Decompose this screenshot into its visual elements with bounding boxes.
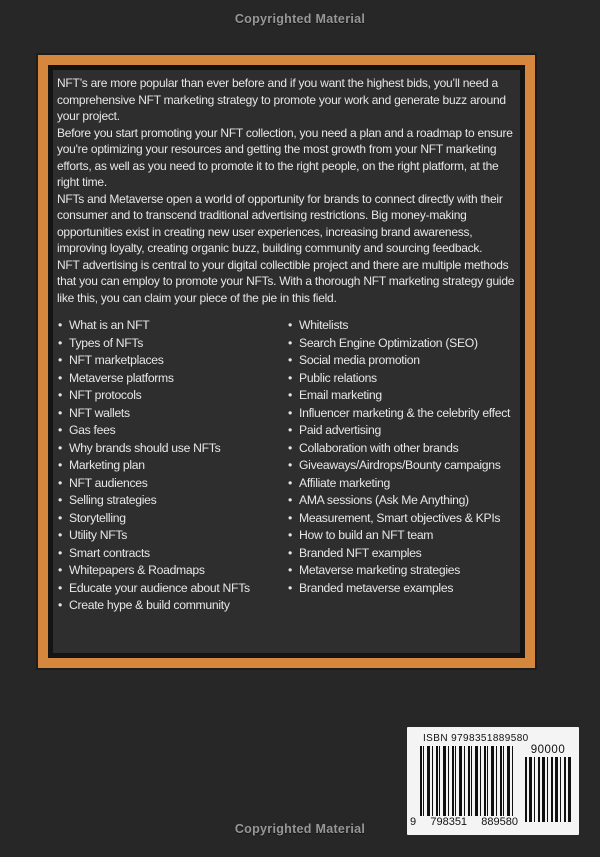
list-item: • How to build an NFT team	[287, 527, 515, 545]
list-item: • AMA sessions (Ask Me Anything)	[287, 492, 515, 510]
topics-list	[57, 317, 515, 615]
list-item: • Smart contracts	[57, 545, 287, 563]
price-code-label: 90000	[530, 744, 566, 756]
ean-digit-group: 889580	[481, 816, 518, 828]
list-item: • Selling strategies	[57, 492, 287, 510]
synopsis-paragraph: NFTs and Metaverse open a world of opportunity for brands to connect directly with their consumer and to transcend traditional advertising restrictions. Big money-making opportunities exist in creating new user experiences, increasing brand awareness, improving loyalty, creating organic buzz, building community and sourcing feedback.	[57, 191, 503, 255]
list-item: • Collaboration with other brands	[287, 440, 515, 458]
ean-digit-prefix: 9	[410, 816, 417, 828]
list-item: • Why brands should use NFTs	[57, 440, 287, 458]
list-item: • NFT marketplaces	[57, 352, 287, 370]
list-item: • NFT wallets	[57, 405, 287, 423]
list-item: • Types of NFTs	[57, 335, 287, 353]
synopsis-paragraph: Before you start promoting your NFT collection, you need a plan and a roadmap to ensure you're optimizing your resources and getting the most growth from your NFT marketing efforts, as well as you need to promote it to the right people, on the right platform, at the right time.	[57, 125, 513, 189]
list-item: • Create hype & build community	[57, 597, 287, 615]
list-item: • Branded NFT examples	[287, 545, 515, 563]
list-item: • Educate your audience about NFTs	[57, 580, 287, 598]
list-item: • Paid advertising	[287, 422, 515, 440]
copyright-notice-bottom: Copyrighted Material	[234, 822, 366, 836]
back-cover-panel	[38, 55, 535, 668]
isbn-label: ISBN 9798351889580	[423, 733, 529, 744]
isbn-barcode-box	[407, 727, 579, 835]
ean-digit-group: 798351	[430, 816, 468, 828]
list-item: • Metaverse marketing strategies	[287, 562, 515, 580]
list-item: • Social media promotion	[287, 352, 515, 370]
topics-list-left	[57, 317, 287, 615]
list-item: • Whitepapers & Roadmaps	[57, 562, 287, 580]
list-item: • Metaverse platforms	[57, 370, 287, 388]
list-item: • Affiliate marketing	[287, 475, 515, 493]
list-item: • Utility NFTs	[57, 527, 287, 545]
synopsis-paragraph: NFT’s are more popular than ever before and if you want the highest bids, you’ll need a comprehensive NFT marketing strategy to promote your work and generate buzz around your project.	[57, 76, 506, 123]
list-item: • Search Engine Optimization (SEO)	[287, 335, 515, 353]
list-item: • Influencer marketing & the celebrity effect	[287, 405, 515, 423]
ean-barcode-icon	[420, 746, 516, 818]
list-item: • Measurement, Smart objectives & KPIs	[287, 510, 515, 528]
list-item: • Storytelling	[57, 510, 287, 528]
list-item: • Whitelists	[287, 317, 515, 335]
list-item: • Branded metaverse examples	[287, 580, 515, 598]
list-item: • Giveaways/Airdrops/Bounty campaigns	[287, 457, 515, 475]
list-item: • NFT protocols	[57, 387, 287, 405]
synopsis	[57, 75, 515, 306]
list-item: • Marketing plan	[57, 457, 287, 475]
list-item: • Public relations	[287, 370, 515, 388]
list-item: • Gas fees	[57, 422, 287, 440]
list-item: • NFT audiences	[57, 475, 287, 493]
topics-list-right	[287, 317, 515, 615]
price-barcode-icon	[525, 757, 571, 822]
list-item: • Email marketing	[287, 387, 515, 405]
synopsis-paragraph: NFT advertising is central to your digital collectible project and there are multiple methods that you can employ to promote your NFTs. With a thorough NFT marketing strategy guide like this, you can claim your piece of the pie in this field.	[57, 257, 515, 305]
list-item: • What is an NFT	[57, 317, 287, 335]
copyright-notice-top: Copyrighted Material	[234, 12, 366, 26]
